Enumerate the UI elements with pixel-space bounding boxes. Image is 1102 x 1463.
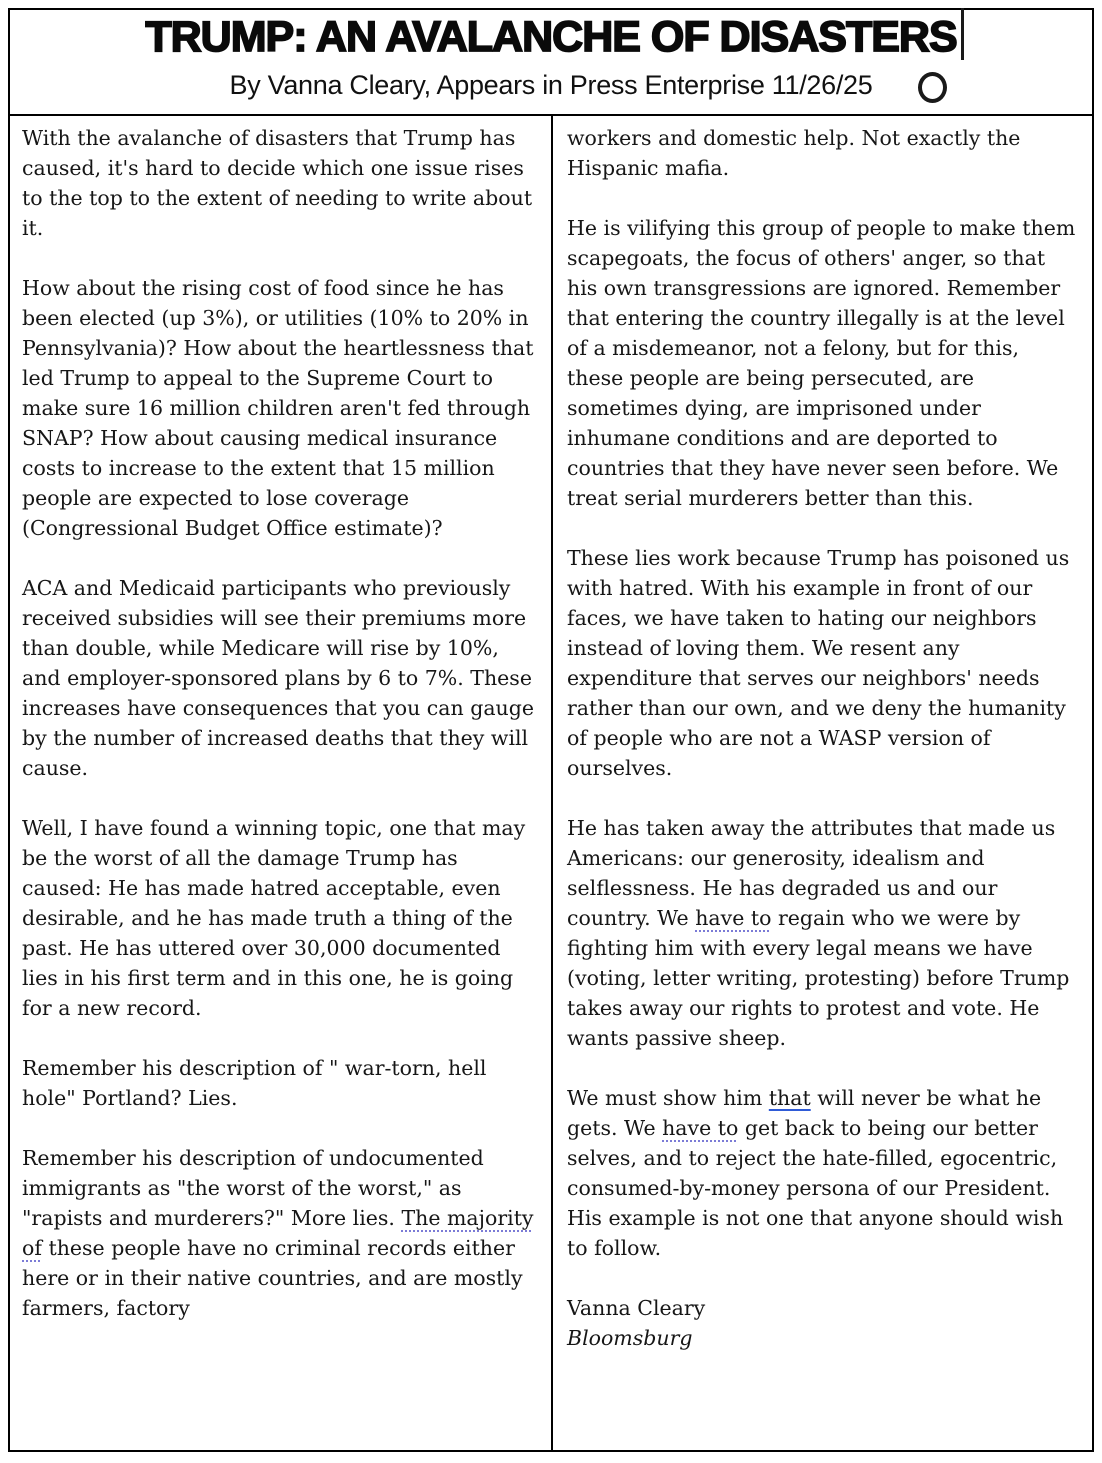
paragraph bbox=[22, 813, 535, 1023]
grammar-check-underline: that bbox=[768, 1086, 811, 1110]
paragraph bbox=[567, 1323, 1080, 1353]
paragraph bbox=[567, 1083, 1080, 1263]
article-body bbox=[10, 116, 1092, 1450]
text-run: regain who we were by fighting him with every legal means we have (voting, letter writing, protesting) before Trump takes away our rights to protest and vote. He wants passive sheep. bbox=[567, 906, 1070, 1050]
text-run: How about the rising cost of food since he has been elected (up 3%), or utilities (10% to 20% in Pennsylvania)? How about the heartlessness that led Trump to appeal to the Supreme Court to make sure 16 million children aren't fed through SNAP? How about causing medical insurance costs to increase to the extent that 15 million people are expected to lose coverage (Congressional Budget Office estimate)? bbox=[22, 276, 534, 540]
text-run: Remember his description of " war-torn, hell hole" Portland? Lies. bbox=[22, 1056, 487, 1110]
article-column-right bbox=[551, 116, 1092, 1450]
text-run: These lies work because Trump has poisoned us with hatred. With his example in front of our faces, we have taken to hating our neighbors instead of loving them. We resent any expenditure that serves our neighbors' needs rather than our own, and we deny the humanity of people who are not a WASP version of ourselves. bbox=[567, 546, 1070, 780]
title-wrap bbox=[145, 13, 956, 61]
text-run: He is vilifying this group of people to make them scapegoats, the focus of others' anger, so that his own transgressions are ignored. Remember that entering the country illegally is at the level of a misdemeanor, not a felony, but for this, these people are being persecuted, are sometimes dying, are imprisoned under inhumane conditions and are deported to countries that they have never seen before. We treat serial murderers better than this. bbox=[567, 216, 1076, 510]
grammar-check-underline: The majority of bbox=[22, 1206, 534, 1260]
text-run: Well, I have found a winning topic, one that may be the worst of all the damage Trump has caused: He has made hatred acceptable, even desirable, and he has made truth a thing of the past. He has uttered over 30,000 documented lies in his first term and in this one, he is going for a new record. bbox=[22, 816, 526, 1020]
article-header bbox=[10, 10, 1092, 116]
article-column-left bbox=[10, 116, 551, 1450]
paragraph bbox=[22, 1053, 535, 1113]
paragraph bbox=[567, 1293, 1080, 1323]
grammar-check-underline: have to bbox=[695, 906, 772, 930]
text-run: these people have no criminal records either here or in their native countries, and are mostly farmers, factory bbox=[22, 1236, 523, 1320]
title-row bbox=[10, 10, 1092, 65]
text-cursor-icon bbox=[961, 8, 964, 60]
text-run: ACA and Medicaid participants who previously received subsidies will see their premiums more than double, while Medicare will rise by 10%, and employer-sponsored plans by 6 to 7%. These increases have consequences that you can gauge by the number of increased deaths that they will cause. bbox=[22, 576, 535, 780]
article-byline: By Vanna Cleary, Appears in Press Enterprise 11/26/25 bbox=[229, 70, 873, 100]
paragraph bbox=[22, 1143, 535, 1323]
grammar-check-underline: have to bbox=[662, 1116, 739, 1140]
byline-row bbox=[10, 69, 1092, 101]
paragraph bbox=[22, 273, 535, 543]
paragraph bbox=[567, 123, 1080, 183]
text-run: Remember his description of undocumented immigrants as "the worst of the worst," as "rapists and murderers?" More lies. bbox=[22, 1146, 484, 1230]
text-run: Vanna Cleary bbox=[567, 1296, 706, 1320]
text-run: He has taken away the attributes that made us Americans: our generosity, idealism and selflessness. He has degraded us and our country. We bbox=[567, 816, 1056, 930]
article-title: TRUMP: AN AVALANCHE OF DISASTERS bbox=[145, 13, 957, 61]
paragraph bbox=[567, 543, 1080, 783]
page-border bbox=[8, 8, 1094, 1452]
text-run: get back to being our better selves, and to reject the hate-filled, egocentric, consumed-by-money persona of our President. His example is not one that anyone should wish to follow. bbox=[567, 1116, 1064, 1260]
paragraph bbox=[22, 573, 535, 783]
circle-outline-icon bbox=[918, 72, 947, 103]
italic-text: Bloomsburg bbox=[567, 1326, 693, 1350]
paragraph bbox=[567, 213, 1080, 513]
paragraph bbox=[567, 813, 1080, 1053]
text-run: will never be what he gets. We bbox=[567, 1086, 1042, 1140]
paragraph bbox=[22, 123, 535, 243]
text-run: We must show him bbox=[567, 1086, 769, 1110]
text-run: workers and domestic help. Not exactly the Hispanic mafia. bbox=[567, 126, 1021, 180]
text-run: With the avalanche of disasters that Trump has caused, it's hard to decide which one issue rises to the top to the extent of needing to write about it. bbox=[22, 126, 533, 240]
